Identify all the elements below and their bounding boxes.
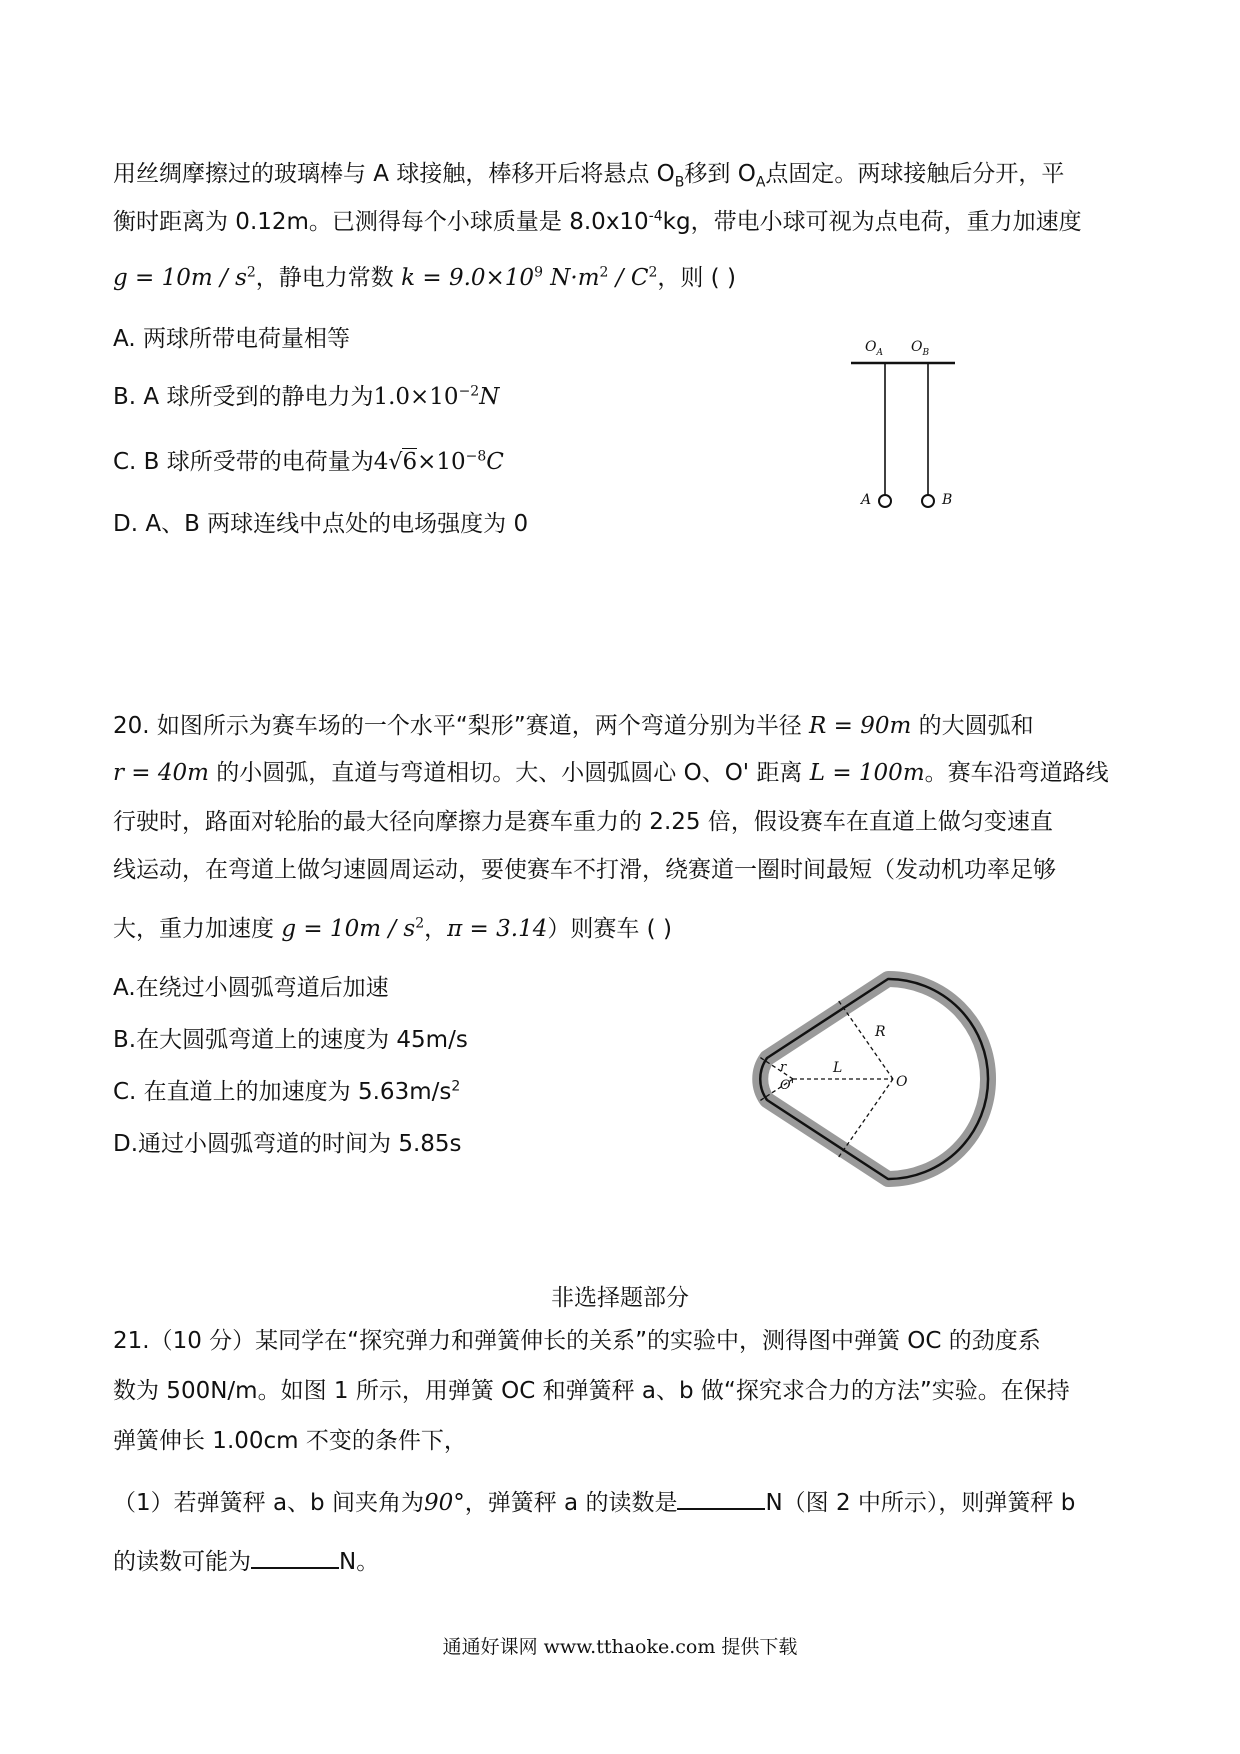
q19-option-a: A. 两球所带电荷量相等 xyxy=(113,326,350,352)
label-r: r xyxy=(780,1060,787,1075)
label-OB: $O_B$ xyxy=(911,339,930,358)
answer-blank-b[interactable] xyxy=(251,1543,339,1569)
q21-line-5: 的读数可能为 N。 xyxy=(113,1543,379,1578)
answer-blank-a[interactable] xyxy=(677,1484,765,1510)
q20-option-a: A.在绕过小圆弧弯道后加速 xyxy=(113,975,389,1001)
q19-pendulum-figure xyxy=(845,335,980,520)
label-L: L xyxy=(833,1060,843,1076)
q20-option-d: D.通过小圆弧弯道的时间为 5.85s xyxy=(113,1131,462,1157)
q21-line-3: 弹簧伸长 1.00cm 不变的条件下， xyxy=(113,1428,467,1454)
q20-option-b: B.在大圆弧弯道上的速度为 45m/s xyxy=(113,1027,468,1053)
label-OA: $O_A$ xyxy=(865,339,883,358)
q19-option-c: C. B 球所受带的电荷量为$4√6\times 10^{-8}C$ xyxy=(113,448,504,475)
q19-option-d: D. A、B 两球连线中点处的电场强度为 0 xyxy=(113,511,529,537)
q21-line-4: （1）若弹簧秤 a、b 间夹角为90°，弹簧秤 a 的读数是 N（图 2 中所示），则弹簧秤 b xyxy=(113,1484,1075,1519)
q20-option-c: C. 在直道上的加速度为 $5.63m/s^2$ xyxy=(113,1078,461,1105)
q19-line-1: 用丝绸摩擦过的玻璃棒与 A 球接触，棒移开后将悬点 $O_B$移到 $O_A$点固定。两球接触后分开，平 xyxy=(113,161,1065,191)
q20-line-1: 20. 如图所示为赛车场的一个水平“梨形”赛道，两个弯道分别为半径 R = 90m 的大圆弧和 xyxy=(113,713,1034,739)
footer-credit: 通通好课网 www.tthaoke.com 提供下载 xyxy=(442,1636,798,1658)
q20-line-2: r = 40m 的小圆弧，直道与弯道相切。大、小圆弧圆心 O、O' 距离 L = 100m。赛车沿弯道路线 xyxy=(113,760,1109,786)
q21-line-1: 21.（10 分）某同学在“探究弹力和弹簧伸长的关系”的实验中，测得图中弹簧 OC 的劲度系 xyxy=(113,1328,1041,1354)
label-R: R xyxy=(875,1024,886,1040)
q20-line-4: 线运动，在弯道上做匀速圆周运动，要使赛车不打滑，绕赛道一圈时间最短（发动机功率足够 xyxy=(113,857,1056,883)
q21-line-2: 数为 500N/m。如图 1 所示，用弹簧 OC 和弹簧秤 a、b 做“探究求合力的方法”实验。在保持 xyxy=(113,1378,1070,1404)
q19-option-b: B. A 球所受到的静电力为$1.0\times 10^{-2}N$ xyxy=(113,383,500,410)
q20-line-3: 行驶时，路面对轮胎的最大径向摩擦力是赛车重力的 2.25 倍，假设赛车在直道上做匀变速直 xyxy=(113,809,1053,835)
q20-line-5: 大，重力加速度 $g = 10m / s^2$，π = 3.14）则赛车 ( ) xyxy=(113,915,672,942)
label-A: A xyxy=(861,492,872,508)
label-O-prime: O' xyxy=(780,1078,795,1093)
label-O: O xyxy=(896,1074,908,1090)
section-title: 非选择题部分 xyxy=(551,1285,689,1311)
q20-track-figure xyxy=(728,968,1018,1198)
label-B: B xyxy=(942,492,953,508)
q19-line-3: $g = 10m / s^2$，静电力常数 $k = 9.0\times 10^9$ $N\cdot m^2 / C^2$，则 ( ) xyxy=(113,264,736,291)
q19-line-2: 衡时距离为 0.12m。已测得每个小球质量是 $8.0x10^{-4}kg$，带电小球可视为点电荷，重力加速度 xyxy=(113,208,1082,235)
